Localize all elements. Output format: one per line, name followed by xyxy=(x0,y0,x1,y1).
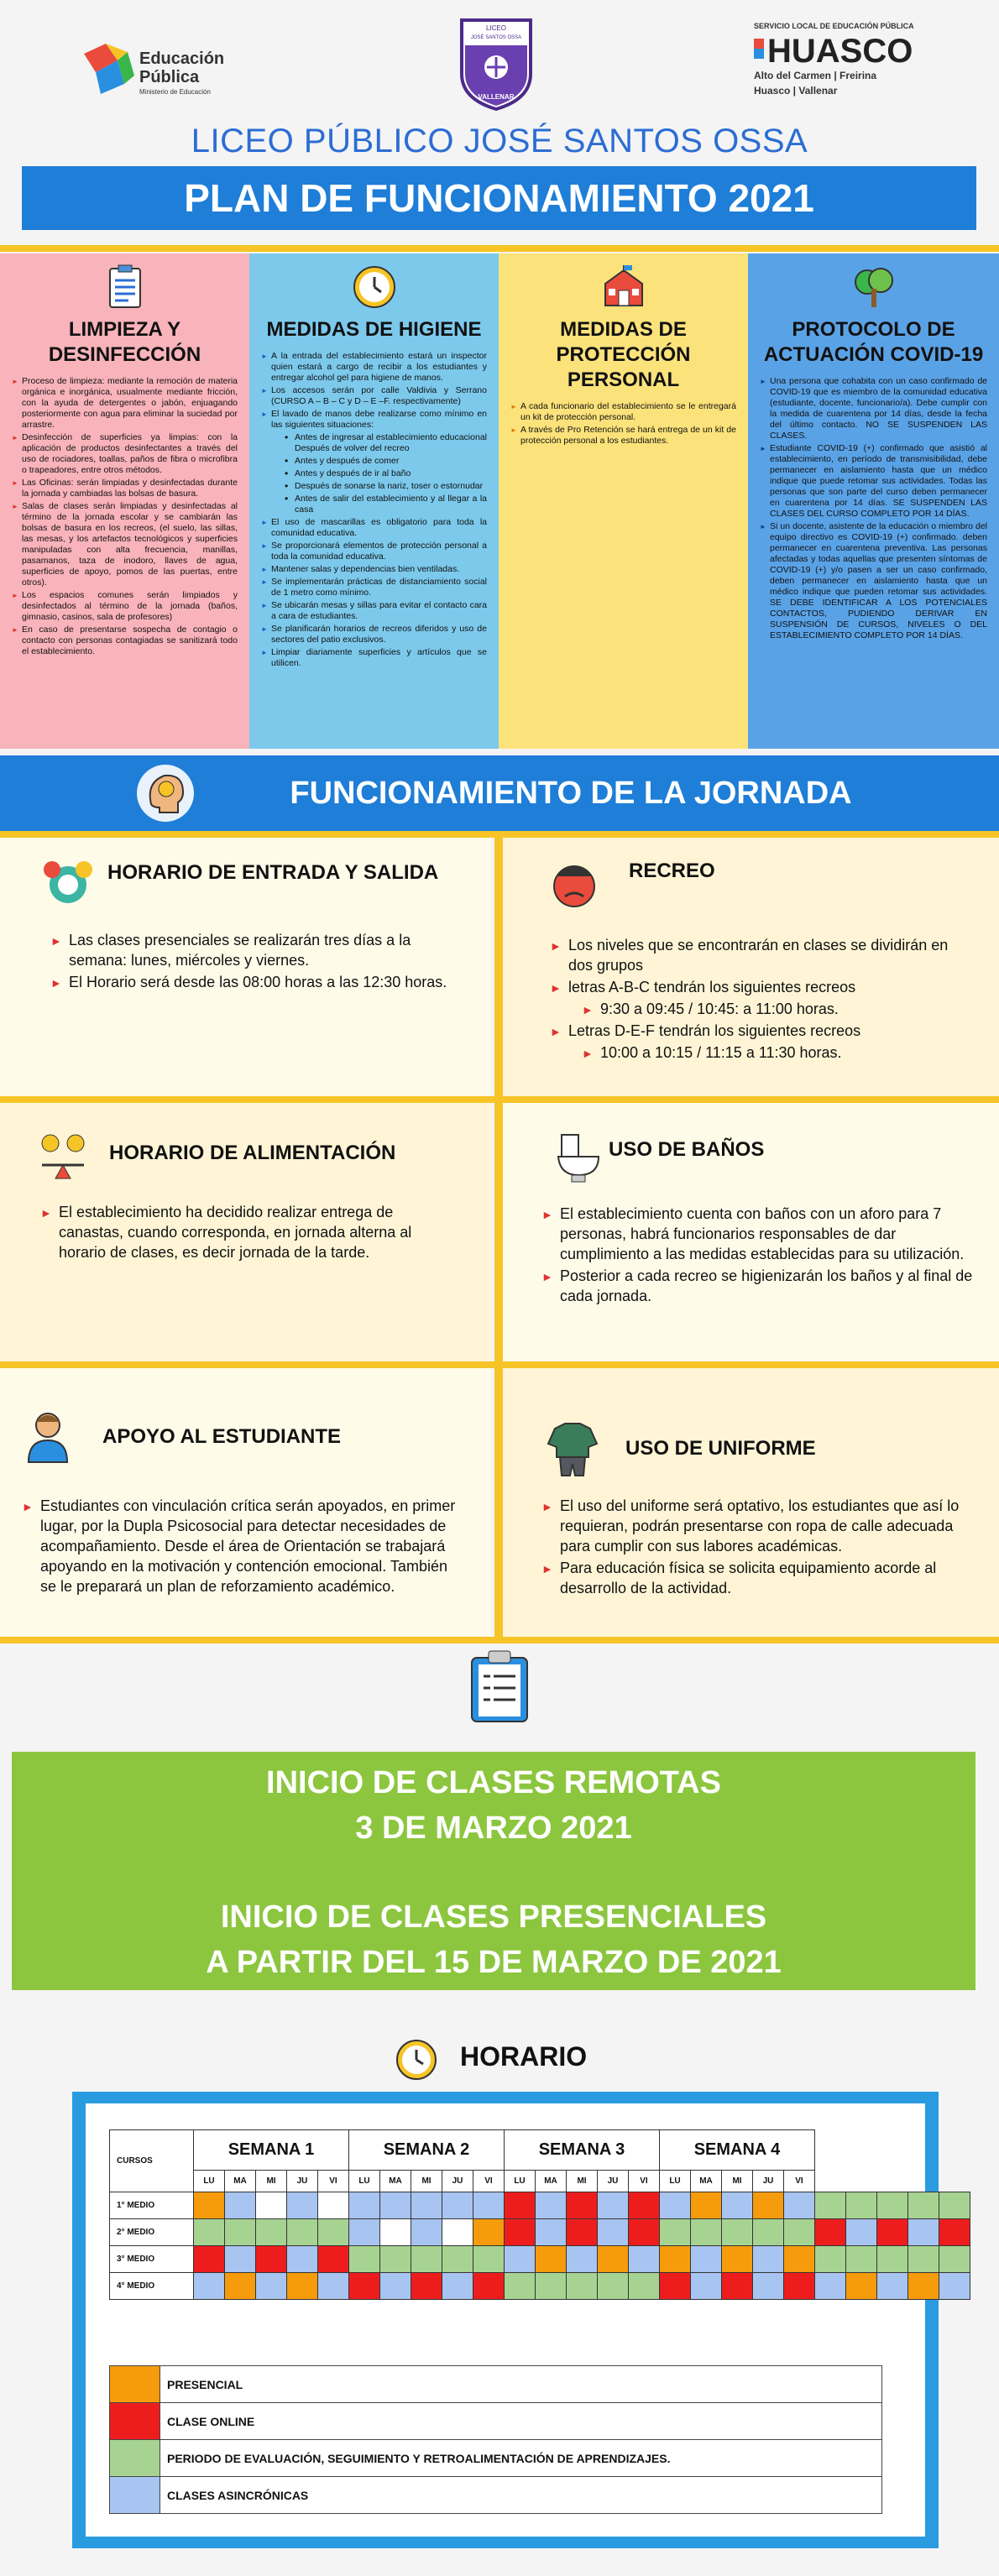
schedule-cell xyxy=(908,2219,939,2246)
schedule-cell xyxy=(318,2219,349,2246)
day-header: VI xyxy=(784,2171,815,2192)
schedule-cell xyxy=(629,2246,660,2273)
schedule-cell xyxy=(411,2192,442,2219)
schedule-cell xyxy=(815,2192,846,2219)
schedule-cell xyxy=(411,2246,442,2273)
schedule-cell xyxy=(256,2192,287,2219)
column-list xyxy=(261,351,487,669)
logo-line2: Pública xyxy=(139,68,200,86)
yellow-divider xyxy=(494,838,503,1096)
schedule-cell xyxy=(287,2246,318,2273)
schedule-cell xyxy=(846,2246,877,2273)
schedule-cell xyxy=(380,2192,411,2219)
schedule-cell xyxy=(411,2219,442,2246)
column-item: ► Salas de clases serán limpiadas y desinfectadas al término de la jornada escolar y se cambiarán las bolsas de basura en los recreos, (el suelo, las sillas, las mesas, y los artefactos tecnológicos y superficies manipuladas con alta frecuencia, manillas, pasamanos, taza de inodoro, llaves de agua, superficies de apoyo, pomos de las puertas, entre otros). xyxy=(12,501,238,588)
legend-row xyxy=(110,2477,882,2514)
logo-line1: Educación xyxy=(139,50,225,68)
day-header: VI xyxy=(318,2171,349,2192)
plan-title: PLAN DE FUNCIONAMIENTO 2021 xyxy=(22,166,976,230)
column-item: ► A través de Pro Retención se hará entrega de un kit de protección personal a los estudiantes. xyxy=(510,425,736,447)
box-apoyo-estudiante xyxy=(0,1368,491,1637)
legend-table xyxy=(109,2365,882,2514)
schedule-cell xyxy=(349,2246,380,2273)
box-item: ► 9:30 a 09:45 / 10:45: a 11:00 horas. xyxy=(550,999,970,1019)
box-list xyxy=(50,930,470,994)
schedule-row xyxy=(110,2192,970,2219)
week-header: SEMANA 4 xyxy=(660,2130,815,2171)
column-item: ► Los espacios comunes serán limpiados y desinfectados al término de la jornada (baños, gimnasio, casinos, sala de profesores) xyxy=(12,590,238,623)
legend-swatch xyxy=(110,2440,160,2477)
box-horario-entrada xyxy=(0,838,491,1096)
box-item: ► El establecimiento cuenta con baños con un aforo para 7 personas, habrá funcionarios responsables de dar cumplimiento a las medidas establecidas para su utilización. xyxy=(541,1204,978,1264)
schedule-cell xyxy=(473,2246,505,2273)
schedule-cell xyxy=(505,2246,536,2273)
schedule-cell xyxy=(753,2246,784,2273)
box-list xyxy=(541,1204,978,1308)
crest-bottom: VALLENAR xyxy=(478,93,515,101)
schedule-cell xyxy=(598,2273,629,2300)
column-item: ► El uso de mascarillas es obligatorio para toda la comunidad educativa. xyxy=(261,517,487,539)
box-item: ► Las clases presenciales se realizarán tres días a la semana: lunes, miércoles y viernes. xyxy=(50,930,470,970)
schedule-cell xyxy=(753,2192,784,2219)
column-item: ► Los accesos serán por calle Valdivia y Serrano (CURSO A – B – C y D – E –F. respectivamente) xyxy=(261,385,487,407)
day-header: MA xyxy=(536,2171,567,2192)
schedule-cell xyxy=(908,2273,939,2300)
day-header: VI xyxy=(473,2171,505,2192)
day-header: LU xyxy=(349,2171,380,2192)
school-crest-icon xyxy=(457,15,536,112)
schedule-cell xyxy=(194,2273,225,2300)
legend-swatch xyxy=(110,2366,160,2403)
yellow-divider xyxy=(0,1361,999,1368)
schedule-cell xyxy=(442,2192,473,2219)
cursos-header: CURSOS xyxy=(110,2130,194,2192)
column-title: MEDIDAS DE PROTECCIÓN PERSONAL xyxy=(556,318,691,391)
yellow-divider xyxy=(0,1637,999,1643)
school-name: LICEO PÚBLICO JOSÉ SANTOS OSSA xyxy=(191,123,808,159)
schedule-row xyxy=(110,2219,970,2246)
schedule-cell xyxy=(194,2192,225,2219)
schedule-cell xyxy=(939,2273,970,2300)
day-header: JU xyxy=(442,2171,473,2192)
box-item: ► Los niveles que se encontrarán en clases se dividirán en dos grupos xyxy=(550,935,970,975)
box-uso-banos xyxy=(503,1103,999,1361)
schedule-cell xyxy=(598,2246,629,2273)
column-item: • Antes de ingresar al establecimiento educacional Después de volver del recreo xyxy=(261,432,487,454)
legend-row xyxy=(110,2366,882,2403)
day-header: MI xyxy=(567,2171,598,2192)
schedule-cell xyxy=(318,2273,349,2300)
box-title: APOYO AL ESTUDIANTE xyxy=(102,1425,342,1448)
schedule-cell xyxy=(567,2192,598,2219)
column-item: • Antes y después de ir al baño xyxy=(261,468,487,479)
column-title: LIMPIEZA Y DESINFECCIÓN xyxy=(48,318,201,366)
clock-icon xyxy=(351,264,398,311)
schedule-cell xyxy=(660,2219,691,2246)
schedule-cell xyxy=(318,2192,349,2219)
schedule-cell xyxy=(567,2273,598,2300)
curso-label: 4° MEDIO xyxy=(110,2273,194,2300)
week-header: SEMANA 2 xyxy=(349,2130,505,2171)
schedule-cell xyxy=(846,2273,877,2300)
curso-label: 2° MEDIO xyxy=(110,2219,194,2246)
schedule-cell xyxy=(473,2273,505,2300)
schedule-cell xyxy=(442,2219,473,2246)
yellow-divider xyxy=(0,831,999,838)
column-item: ► Se ubicarán mesas y sillas para evitar el contacto cara a cara de estudiantes. xyxy=(261,600,487,622)
schedule-cell xyxy=(877,2273,908,2300)
curso-label: 1° MEDIO xyxy=(110,2192,194,2219)
day-header: JU xyxy=(753,2171,784,2192)
schedule-cell xyxy=(442,2246,473,2273)
schedule-cell xyxy=(505,2219,536,2246)
day-header: LU xyxy=(505,2171,536,2192)
column-item: ► Una persona que cohabita con un caso confirmado de COVID-19 que es miembro de la comunidad educativa (estudiante, docente, funcionario/a). Debe cumplir con la medida de cuarentena por 14 días, desde la fecha del último contacto. NO SE SUSPENDEN LAS CLASES. xyxy=(760,376,987,442)
schedule-cell xyxy=(225,2192,256,2219)
schedule-cell xyxy=(349,2219,380,2246)
box-item: ► Letras D-E-F tendrán los siguientes recreos xyxy=(550,1021,970,1041)
column-item: ► El lavado de manos debe realizarse como mínimo en las siguientes situaciones: xyxy=(261,409,487,431)
column-limpieza xyxy=(0,253,249,749)
legend-swatch xyxy=(110,2403,160,2440)
day-header: MI xyxy=(256,2171,287,2192)
schedule-cell xyxy=(784,2219,815,2246)
schedule-cell xyxy=(536,2219,567,2246)
school-icon xyxy=(600,264,647,311)
schedule-cell xyxy=(380,2219,411,2246)
schedule-cell xyxy=(629,2219,660,2246)
schedule-cell xyxy=(691,2219,722,2246)
schedule-cell xyxy=(256,2246,287,2273)
schedule-cell xyxy=(505,2192,536,2219)
toilet-icon xyxy=(550,1128,609,1187)
box-item: ► El establecimiento ha decidido realizar entrega de canastas, cuando corresponda, en jornada alterna al horario de clases, es decir jornada de la tarde. xyxy=(40,1202,443,1262)
schedule-cell xyxy=(939,2246,970,2273)
legend-label: PERIODO DE EVALUACIÓN, SEGUIMIENTO Y RETROALIMENTACIÓN DE APRENDIZAJES. xyxy=(160,2440,882,2477)
legend-row xyxy=(110,2440,882,2477)
yellow-divider xyxy=(494,1368,503,1637)
schedule-cell xyxy=(442,2273,473,2300)
inicio-line3: INICIO DE CLASES PRESENCIALES xyxy=(220,1899,767,1935)
schedule-cell xyxy=(225,2246,256,2273)
day-header: LU xyxy=(660,2171,691,2192)
column-item: ► Se implementarán prácticas de distanciamiento social de 1 metro como mínimo. xyxy=(261,577,487,598)
column-item: ► Mantener salas y dependencias bien ventiladas. xyxy=(261,564,487,575)
schedule-cell xyxy=(629,2273,660,2300)
box-item: ► El Horario será desde las 08:00 horas a las 12:30 horas. xyxy=(50,972,470,992)
balance-icon xyxy=(34,1128,92,1187)
schedule-cell xyxy=(505,2273,536,2300)
clipboard-icon xyxy=(467,1649,532,1725)
schedule-cell xyxy=(784,2192,815,2219)
yellow-divider xyxy=(494,1103,503,1361)
inicio-line4: A PARTIR DEL 15 DE MARZO DE 2021 xyxy=(206,1945,782,1980)
yellow-divider xyxy=(0,245,999,252)
column-item: ► A la entrada del establecimiento estará un inspector quien estará a cargo de recibir a los estudiantes y entregar alcohol gel para higiene de manos. xyxy=(261,351,487,384)
schedule-cell xyxy=(287,2273,318,2300)
day-header: JU xyxy=(598,2171,629,2192)
box-item: ► Estudiantes con vinculación crítica serán apoyados, en primer lugar, por la Dupla Psicosocial para detectar necesidades de acompañamiento. Desde el área de Orientación se trabajará apoyando en la motivación y contención emocional. También se le preparará un plan de reforzamiento académico. xyxy=(22,1496,467,1596)
schedule-cell xyxy=(784,2246,815,2273)
yellow-divider xyxy=(0,1096,999,1103)
schedule-cell xyxy=(256,2273,287,2300)
column-item: ► Estudiante COVID-19 (+) confirmado que asistió al establecimiento, en período de transmisibilidad, debe permanecer en aislamiento hasta que un médico indique que puede retomar sus actividades. Todas las personas que son parte del curso deben permanecer en cuarentena por 14 días. SE SUSPENDEN LAS CLASES DEL CURSO COMPLETO POR 14 DÍAS. xyxy=(760,443,987,520)
schedule-cell xyxy=(691,2192,722,2219)
schedule-cell xyxy=(225,2219,256,2246)
box-item: ► letras A-B-C tendrán los siguientes recreos xyxy=(550,977,970,997)
box-list xyxy=(550,935,970,1064)
stressed-face-icon xyxy=(545,854,604,913)
schedule-cell xyxy=(908,2246,939,2273)
column-title: MEDIDAS DE HIGIENE xyxy=(266,318,482,341)
box-title: RECREO xyxy=(629,860,715,882)
schedule-cell xyxy=(349,2273,380,2300)
schedule-cell xyxy=(815,2273,846,2300)
schedule-cell xyxy=(877,2246,908,2273)
huasco-line1: Alto del Carmen | Freirina xyxy=(754,70,877,81)
huasco-logo xyxy=(752,18,962,106)
box-alimentacion xyxy=(0,1103,491,1361)
inicio-line1: INICIO DE CLASES REMOTAS xyxy=(266,1765,721,1800)
column-proteccion xyxy=(499,253,748,749)
schedule-cell xyxy=(349,2192,380,2219)
box-recreo xyxy=(503,838,999,1096)
logo-line3: Ministerio de Educación xyxy=(139,88,211,96)
day-header: MA xyxy=(380,2171,411,2192)
column-item: ► A cada funcionario del establecimiento se le entregará un kit de protección personal. xyxy=(510,401,736,423)
box-title: USO DE UNIFORME xyxy=(625,1437,816,1460)
box-title: HORARIO DE ENTRADA Y SALIDA xyxy=(107,861,439,884)
day-header: JU xyxy=(287,2171,318,2192)
schedule-cell xyxy=(815,2246,846,2273)
schedule-cell xyxy=(753,2219,784,2246)
box-item: ► 10:00 a 10:15 / 11:15 a 11:30 horas. xyxy=(550,1042,970,1063)
column-list xyxy=(510,401,736,447)
schedule-cell xyxy=(722,2192,753,2219)
legend-row xyxy=(110,2403,882,2440)
huasco-brand: HUASCO xyxy=(767,33,913,70)
column-protocolo xyxy=(748,253,999,749)
box-uso-uniforme xyxy=(503,1368,999,1637)
day-header: MA xyxy=(225,2171,256,2192)
schedule-cell xyxy=(660,2246,691,2273)
crest-middle: JOSÉ SANTOS OSSA xyxy=(470,35,522,40)
day-header: MA xyxy=(691,2171,722,2192)
schedule-cell xyxy=(753,2273,784,2300)
schedule-cell xyxy=(784,2273,815,2300)
schedule-cell xyxy=(411,2273,442,2300)
clipboard-icon xyxy=(102,264,149,311)
week-header: SEMANA 3 xyxy=(505,2130,660,2171)
column-item: ► Las Oficinas: serán limpiadas y desinfectadas durante la jornada y cambiadas las bolsas de basura. xyxy=(12,478,238,499)
crest-top: LICEO xyxy=(485,24,507,32)
funcionamiento-title: FUNCIONAMIENTO DE LA JORNADA xyxy=(290,776,852,811)
schedule-cell xyxy=(380,2273,411,2300)
schedule-cell xyxy=(318,2246,349,2273)
day-header: MI xyxy=(722,2171,753,2192)
schedule-cell xyxy=(256,2219,287,2246)
column-higiene xyxy=(249,253,499,749)
huasco-line2: Huasco | Vallenar xyxy=(754,85,838,97)
schedule-cell xyxy=(598,2219,629,2246)
schedule-cell xyxy=(877,2219,908,2246)
schedule-cell xyxy=(877,2192,908,2219)
schedule-row xyxy=(110,2273,970,2300)
column-list xyxy=(760,376,987,641)
column-item: • Después de sonarse la nariz, toser o estornudar xyxy=(261,481,487,492)
schedule-cell xyxy=(722,2273,753,2300)
schedule-cell xyxy=(939,2192,970,2219)
schedule-cell xyxy=(815,2219,846,2246)
box-list xyxy=(541,1496,978,1600)
box-list xyxy=(40,1202,443,1264)
week-header: SEMANA 1 xyxy=(194,2130,349,2171)
box-title: USO DE BAÑOS xyxy=(609,1138,765,1161)
people-icon xyxy=(39,851,97,910)
column-item: • Antes de salir del establecimiento y al llegar a la casa xyxy=(261,494,487,515)
schedule-table xyxy=(109,2129,970,2300)
box-item: ► Posterior a cada recreo se higienizarán los baños y al final de cada jornada. xyxy=(541,1266,978,1306)
tree-icon xyxy=(850,264,897,311)
schedule-cell xyxy=(225,2273,256,2300)
schedule-cell xyxy=(380,2246,411,2273)
schedule-cell xyxy=(908,2192,939,2219)
column-item: ► Si un docente, asistente de la educación o miembro del equipo directivo es COVID-19 (+) confirmado. deben permanecer en cuarentena preventiva. Las personas afectadas y todas aquellas que presenten síntomas de COVID-19 (+) y/o pasen a ser un caso confirmado, deben permanecer en aislamiento hasta que un médico indique que pueden retomar sus actividades. SE DEBE IDENTIFICAR A LOS POTENCIALES CONTACTOS, PUDIENDO DERIVAR EN SUSPENSIÓN DE CURSOS, NIVELES O DEL ESTABLECIMIENTO COMPLETO POR 14 DÍAS. xyxy=(760,521,987,641)
schedule-cell xyxy=(536,2246,567,2273)
clock-icon xyxy=(395,2038,438,2082)
schedule-cell xyxy=(473,2192,505,2219)
box-item: ► Para educación física se solicita equipamiento acorde al desarrollo de la actividad. xyxy=(541,1558,978,1598)
schedule-cell xyxy=(722,2246,753,2273)
schedule-row xyxy=(110,2246,970,2273)
schedule-cell xyxy=(194,2246,225,2273)
legend-label: PRESENCIAL xyxy=(160,2366,882,2403)
schedule-cell xyxy=(691,2246,722,2273)
schedule-cell xyxy=(846,2192,877,2219)
column-item: ► Desinfección de superficies ya limpias: con la aplicación de productos desinfectantes a través del uso de rociadores, toallas, paños de fibra o microfibra o trapeadores, entre otros métodos. xyxy=(12,432,238,476)
horario-title: HORARIO xyxy=(460,2041,588,2072)
schedule-cell xyxy=(939,2219,970,2246)
schedule-cell xyxy=(536,2192,567,2219)
day-header: LU xyxy=(194,2171,225,2192)
schedule-cell xyxy=(194,2219,225,2246)
day-header: MI xyxy=(411,2171,442,2192)
schedule-cell xyxy=(660,2192,691,2219)
curso-label: 3° MEDIO xyxy=(110,2246,194,2273)
schedule-cell xyxy=(287,2192,318,2219)
schedule-cell xyxy=(536,2273,567,2300)
educacion-publica-logo xyxy=(81,39,257,106)
schedule-cell xyxy=(660,2273,691,2300)
column-item: ► Se proporcionará elementos de protección personal a toda la comunidad educativa. xyxy=(261,541,487,562)
column-title: PROTOCOLO DE ACTUACIÓN COVID-19 xyxy=(763,318,984,366)
column-item: • Antes y después de comer xyxy=(261,456,487,467)
schedule-cell xyxy=(691,2273,722,2300)
schedule-cell xyxy=(722,2219,753,2246)
box-title: HORARIO DE ALIMENTACIÓN xyxy=(109,1142,396,1164)
student-icon xyxy=(18,1407,77,1466)
legend-label: CLASES ASINCRÓNICAS xyxy=(160,2477,882,2514)
box-list xyxy=(22,1496,467,1598)
box-item: ► El uso del uniforme será optativo, los estudiantes que así lo requieran, podrán presentarse con ropa de calle adecuada para cumplir con sus labores académicas. xyxy=(541,1496,978,1556)
uniform-icon xyxy=(543,1420,602,1479)
schedule-cell xyxy=(598,2192,629,2219)
day-header: VI xyxy=(629,2171,660,2192)
column-item: ► Se planificarán horarios de recreos diferidos y uso de sectores del patio exclusivos. xyxy=(261,624,487,645)
column-item: ► Proceso de limpieza: mediante la remoción de materia orgánica e inorgánica, usualmente mediante fricción, con la ayuda de detergentes o jabón, enjuagando posteriormente con agua para eliminar la suciedad por arrastre. xyxy=(12,376,238,431)
column-item: ► Limpiar diariamente superficies y artículos que se utilicen. xyxy=(261,647,487,669)
schedule-cell xyxy=(846,2219,877,2246)
legend-label: CLASE ONLINE xyxy=(160,2403,882,2440)
column-item: ► En caso de presentarse sospecha de contagio o contacto con personas contagiadas se sanitizará todo el establecimiento. xyxy=(12,624,238,657)
legend-swatch xyxy=(110,2477,160,2514)
schedule-cell xyxy=(567,2219,598,2246)
schedule-cell xyxy=(287,2219,318,2246)
schedule-cell xyxy=(567,2246,598,2273)
schedule-cell xyxy=(473,2219,505,2246)
inicio-clases-banner xyxy=(12,1752,975,1990)
schedule-cell xyxy=(629,2192,660,2219)
huasco-service: SERVICIO LOCAL DE EDUCACIÓN PÚBLICA xyxy=(754,22,914,30)
column-list xyxy=(12,376,238,657)
inicio-line2: 3 DE MARZO 2021 xyxy=(355,1811,632,1846)
